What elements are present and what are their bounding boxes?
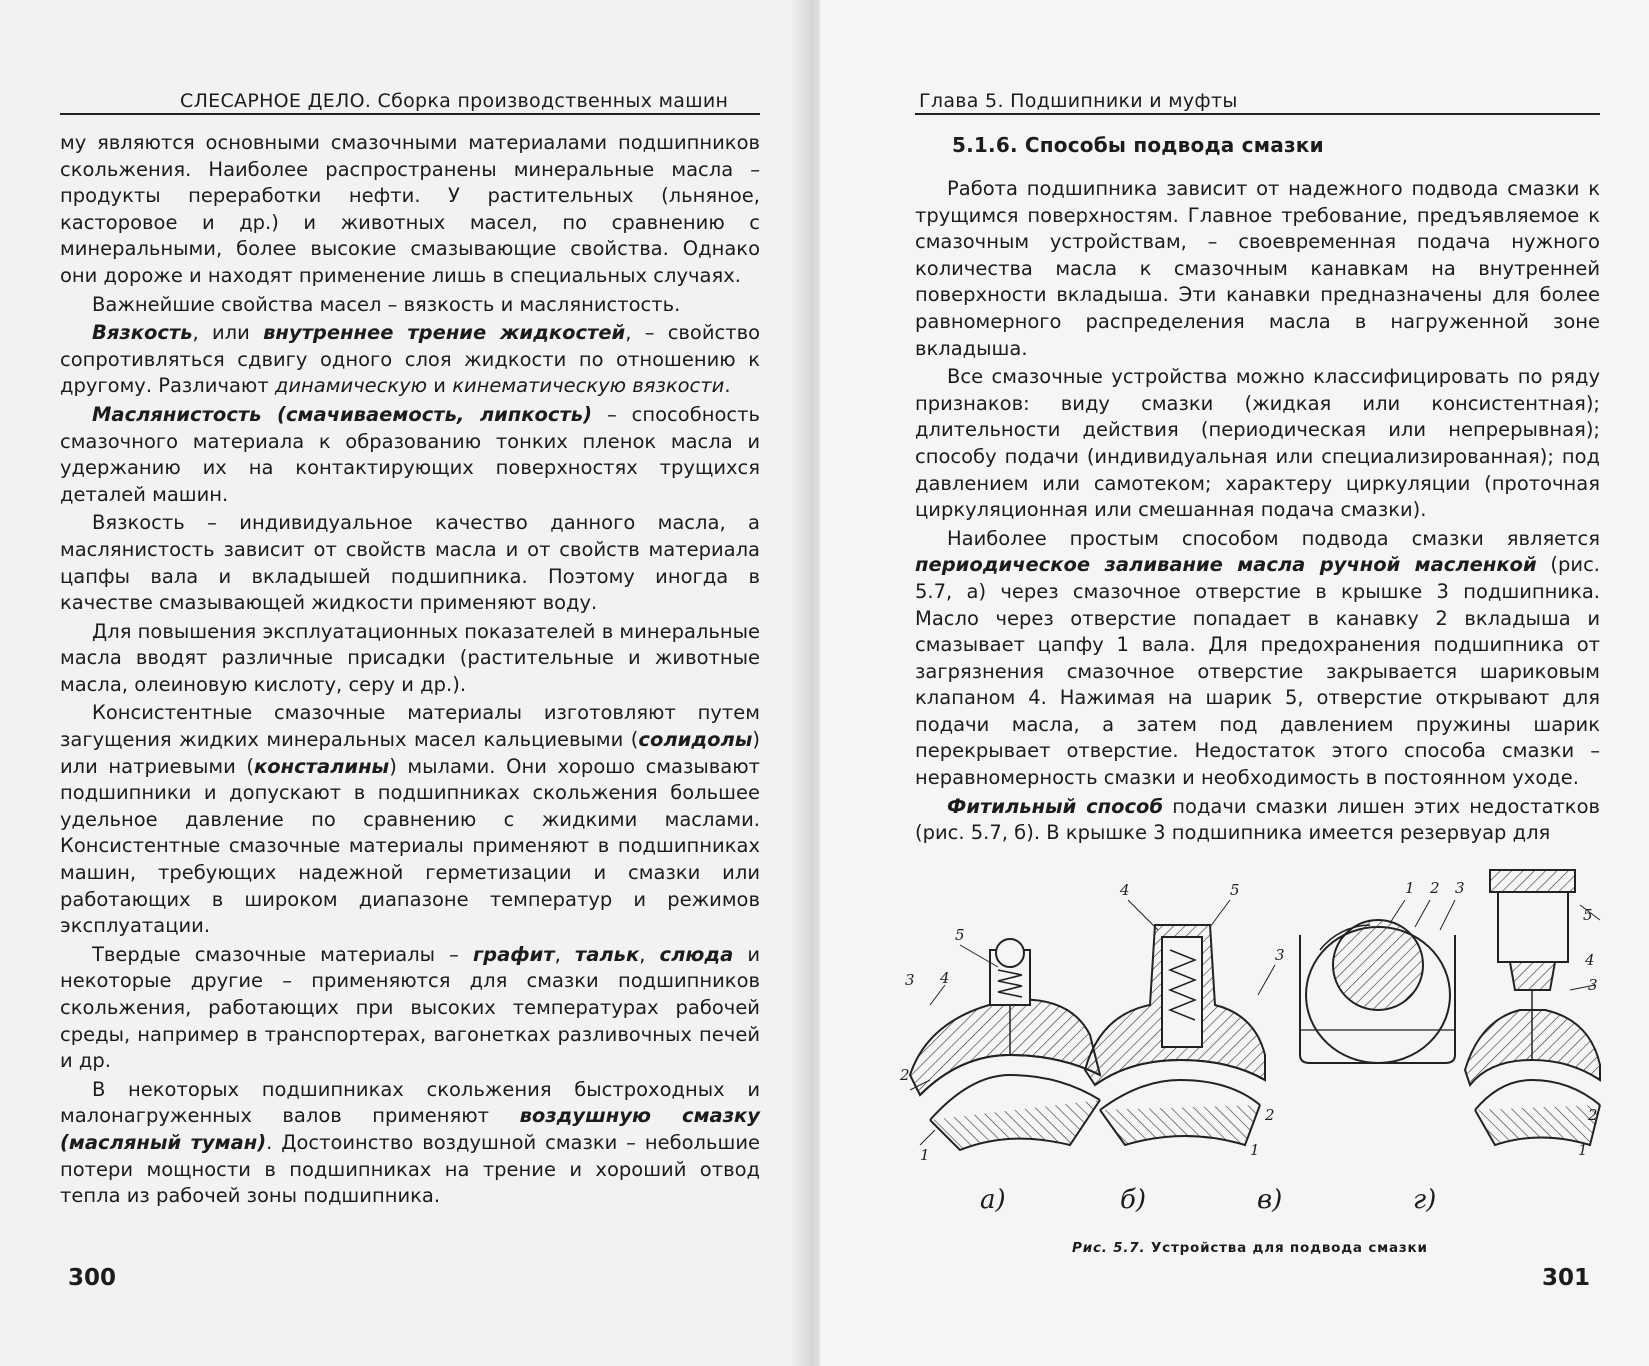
right-text-column: [915, 176, 1600, 847]
right-paragraph-1: Работа подшипника зависит от надежного подвода смазки к трущимся поверхностям. Главное требование, предъявляемое к смазочным устройствам, – своевременная подача нужного количества масла к смазочным канавкам на внутренней поверхности вкладыша. Эти канавки предназначены для более равномерного распределения масла в нагруженной зоне вкладыша.: [915, 177, 1600, 360]
term-internal-friction: внутреннее трение жидкостей: [263, 321, 626, 345]
text-run: – способность смазочного материала к образованию тонких пленок масла и удержанию их на контактирующих поверхностях трущихся деталей машин.: [60, 402, 760, 506]
callout-a-2: 2: [900, 1066, 910, 1084]
text-run: Твердые смазочные материалы –: [92, 942, 473, 966]
callout-b-5: 5: [1230, 881, 1240, 899]
text-run: .: [724, 374, 731, 398]
term-kinematic: кинематическую вязкости: [452, 374, 725, 398]
figure-caption-label: Рис. 5.7.: [1072, 1240, 1146, 1256]
term-dynamic: динамическую: [274, 374, 428, 398]
text-run: ) или натриевыми (: [60, 728, 760, 778]
text-run: , или: [192, 321, 264, 345]
subfigure-label-v: в): [1257, 1185, 1283, 1215]
left-text-column: [60, 130, 760, 1210]
text-run: ) мылами. Они хорошо смазывают подшипники и допускают в подшипниках скольжения большее удельное давление по сравнению с жидкими маслами. Консистентные смазочные материалы применяют в подшипниках машин, требующих надежной герметизации и смазки или работающих в широком диапазоне температур и режимов эксплуатации.: [60, 754, 760, 938]
section-title: 5.1.6. Способы подвода смазки: [952, 133, 1324, 157]
text-run: Консистентные смазочные материалы изготовляют путем загущения жидких минеральных масел кальциевыми (: [60, 701, 760, 752]
right-header-rule: [915, 113, 1600, 115]
left-paragraph-7: [60, 700, 760, 939]
callout-g-2: 2: [1588, 1106, 1598, 1124]
left-paragraph-6: Для повышения эксплуатационных показателей в минеральные масла вводят различные присадки (растительные и животные масла, олеиновую кислоту, серу и др.).: [60, 619, 760, 696]
callout-b-1: 1: [1250, 1141, 1260, 1159]
callout-v-1: 1: [1405, 879, 1415, 897]
right-paragraph-2: Все смазочные устройства можно классифицировать по ряду признаков: виду смазки (жидкая или консистентная); длительности действия (периодическая или непрерывная); способу подачи (индивидуальная или специализированная); под давлением или самотеком; характеру циркуляции (проточная циркуляционная или смешанная подача смазки).: [915, 365, 1600, 522]
left-paragraph-8: [60, 942, 760, 1075]
text-run: подачи смазки лишен этих недостатков (рис. 5.7, б). В крышке 3 подшипника имеется резервуар для: [915, 794, 1601, 845]
callout-g-3: 3: [1588, 976, 1598, 994]
term-air-lubrication: воздушную смазку (масляный туман): [60, 1104, 760, 1154]
term-viscosity: Вязкость: [92, 321, 193, 345]
drawing-g: [1465, 870, 1600, 1145]
callout-g-1: 1: [1578, 1141, 1588, 1159]
term-oiliness: Маслянистость (смачиваемость, липкость): [92, 402, 593, 426]
left-paragraph-9: [60, 1077, 760, 1210]
text-run: . Достоинство воздушной смазки – небольшие потери мощности в подшипниках на трение и хороший отвод тепла из рабочей зоны подшипника.: [60, 1130, 760, 1208]
right-page-number: 301: [1542, 1265, 1591, 1291]
term-wick-method: Фитильный способ: [947, 794, 1164, 818]
subfigure-label-g: г): [1413, 1185, 1437, 1215]
left-paragraph-4: [60, 402, 760, 508]
drawing-v: [1300, 900, 1455, 1063]
callout-b-4: 4: [1120, 881, 1130, 899]
drawing-b: [1085, 900, 1275, 1145]
figure-caption: [1072, 1240, 1428, 1256]
callout-b-2: 2: [1265, 1106, 1275, 1124]
text-run: и: [427, 374, 453, 398]
left-paragraph-3: [60, 320, 760, 400]
subfigure-label-a: а): [980, 1185, 1006, 1215]
text-run: ,: [554, 942, 575, 966]
callout-a-1: 1: [920, 1146, 930, 1164]
text-run: В некоторых подшипниках скольжения быстроходных и малонагруженных валов применяют: [60, 1077, 760, 1128]
callout-a-4: 4: [940, 969, 950, 987]
term-konstalin: консталины: [254, 754, 390, 778]
subfigure-label-b: б): [1120, 1185, 1147, 1215]
text-run: , – свойство сопротивляться сдвигу одного слоя жидкости по отношению к другому. Различают: [60, 321, 761, 398]
term-periodic-pouring: периодическое заливание масла ручной масленкой: [915, 553, 1537, 577]
term-mica: слюда: [659, 942, 734, 966]
term-talc: тальк: [574, 942, 640, 966]
left-page: [0, 0, 800, 1366]
callout-b-3: 3: [1275, 946, 1285, 964]
text-run: Наиболее простым способом подвода смазки является: [947, 526, 1600, 550]
callout-g-5: 5: [1583, 906, 1593, 924]
callout-a-5: 5: [955, 926, 965, 944]
left-paragraph-1: му являются основными смазочными материалами подшипников скольжения. Наиболее распространены минеральные масла – продукты переработки нефти. У растительных (льняное, касторовое и др.) и животных масел, по сравнению с минеральными, более высокие смазывающие свойства. Однако они дороже и находят применение лишь в специальных случаях.: [60, 131, 760, 287]
callout-a-3: 3: [905, 971, 915, 989]
left-page-number: 300: [68, 1265, 117, 1291]
right-paragraph-3: [915, 526, 1600, 792]
callout-g-4: 4: [1585, 951, 1595, 969]
left-running-head: СЛЕСАРНОЕ ДЕЛО. Сборка производственных машин: [180, 90, 729, 112]
term-solidol: солидолы: [638, 728, 753, 752]
figure-caption-text: Устройства для подвода смазки: [1150, 1240, 1428, 1256]
term-graphite: графит: [472, 942, 555, 966]
right-running-head: Глава 5. Подшипники и муфты: [919, 90, 1238, 112]
drawing-a: [910, 939, 1100, 1150]
left-paragraph-5: Вязкость – индивидуальное качество данного масла, а маслянистость зависит от свойств масла и от свойств материала цапфы вала и вкладышей подшипника. Поэтому иногда в качестве смазывающей жидкости применяют воду.: [60, 511, 760, 615]
callout-v-3: 3: [1455, 879, 1465, 897]
text-run: и некоторые другие – применяются для смазки подшипников скольжения, работающих при высоких температурах рабочей среды, например в транспортерах, вагонетках разливочных печей и др.: [60, 942, 760, 1073]
left-paragraph-2: Важнейшие свойства масел – вязкость и маслянистость.: [92, 292, 681, 316]
right-page: [820, 0, 1649, 1366]
text-run: ,: [639, 942, 660, 966]
callout-v-2: 2: [1430, 879, 1440, 897]
left-header-rule: [60, 113, 760, 115]
text-run: (рис. 5.7, а) через смазочное отверстие в крышке 3 подшипника. Масло через отверстие попадает в канавку 2 вкладыша и смазывает цапфу 1 вала. Для предохранения подшипника от загрязнения смазочное отверстие закрывается шариковым клапаном 4. Нажимая на шарик 5, отверстие открывают для подачи масла, а затем под давлением пружины шарик перекрывает отверстие. Недостаток этого способа смазки – неравномерность смазки и необходимость в постоянном уходе.: [915, 553, 1600, 790]
right-paragraph-4: [915, 794, 1600, 847]
